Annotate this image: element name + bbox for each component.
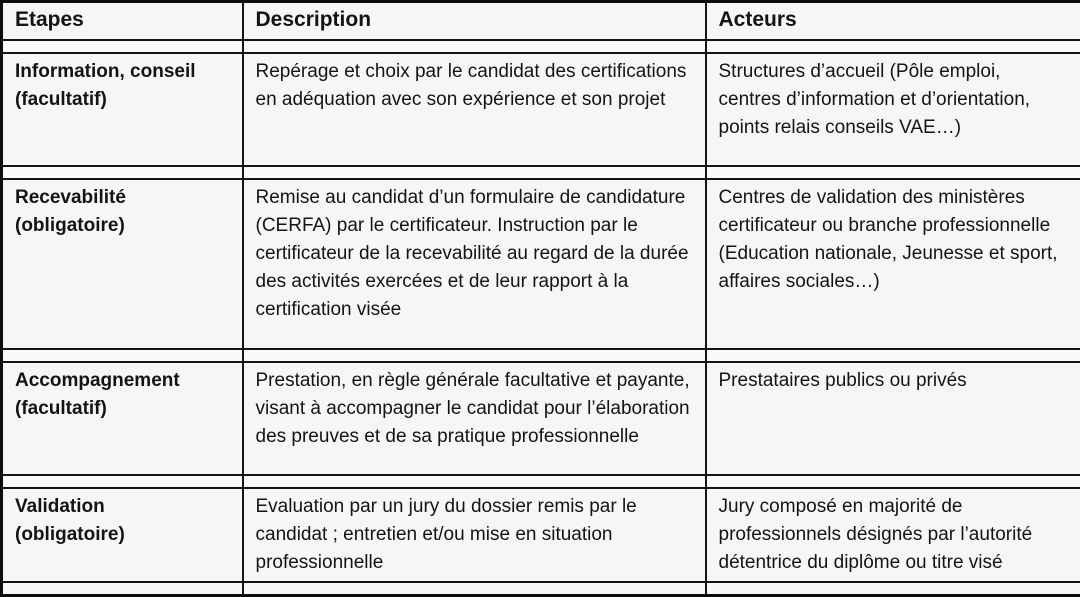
spacer-row bbox=[2, 349, 1080, 362]
table-row-recevabilite bbox=[2, 179, 1080, 349]
cell-acteurs: Structures d’accueil (Pôle emploi, centres d’information et d’orientation, points relais conseils VAE…) bbox=[706, 53, 1080, 166]
cell-etape bbox=[2, 362, 243, 475]
table-header-row bbox=[2, 2, 1080, 41]
header-description: Description bbox=[243, 2, 706, 41]
cell-acteurs: Jury composé en majorité de professionnels désignés par l’autorité détentrice du diplôme ou titre visé bbox=[706, 488, 1080, 582]
cell-description: Repérage et choix par le candidat des certifications en adéquation avec son expérience et son projet bbox=[243, 53, 706, 166]
table-row-validation bbox=[2, 488, 1080, 582]
etape-title: Recevabilité bbox=[15, 184, 230, 212]
etape-qualifier: (facultatif) bbox=[15, 395, 230, 423]
cell-etape bbox=[2, 53, 243, 166]
cell-etape bbox=[2, 488, 243, 582]
etape-qualifier: (facultatif) bbox=[15, 86, 230, 114]
cell-etape bbox=[2, 179, 243, 349]
cell-description: Remise au candidat d’un formulaire de candidature (CERFA) par le certificateur. Instruction par le certificateur de la recevabilité au regard de la durée des activités exercées et de leur rapport à la certification visée bbox=[243, 179, 706, 349]
etape-qualifier: (obligatoire) bbox=[15, 212, 230, 240]
cell-acteurs: Prestataires publics ou privés bbox=[706, 362, 1080, 475]
header-acteurs: Acteurs bbox=[706, 2, 1080, 41]
etape-title: Validation bbox=[15, 493, 230, 521]
table-row-accompagnement bbox=[2, 362, 1080, 475]
spacer-row bbox=[2, 475, 1080, 488]
spacer-row-bottom bbox=[2, 582, 1080, 595]
etape-qualifier: (obligatoire) bbox=[15, 521, 230, 549]
table-row-information-conseil bbox=[2, 53, 1080, 166]
cell-acteurs: Centres de validation des ministères certificateur ou branche professionnelle (Education nationale, Jeunesse et sport, affaires sociales…) bbox=[706, 179, 1080, 349]
spacer-row bbox=[2, 166, 1080, 179]
etape-title: Accompagnement bbox=[15, 367, 230, 395]
header-etapes: Etapes bbox=[2, 2, 243, 41]
spacer-row bbox=[2, 40, 1080, 53]
cell-description: Evaluation par un jury du dossier remis par le candidat ; entretien et/ou mise en situation professionnelle bbox=[243, 488, 706, 582]
etape-title: Information, conseil bbox=[15, 58, 230, 86]
cell-description: Prestation, en règle générale facultative et payante, visant à accompagner le candidat pour l’élaboration des preuves et de sa pratique professionnelle bbox=[243, 362, 706, 475]
